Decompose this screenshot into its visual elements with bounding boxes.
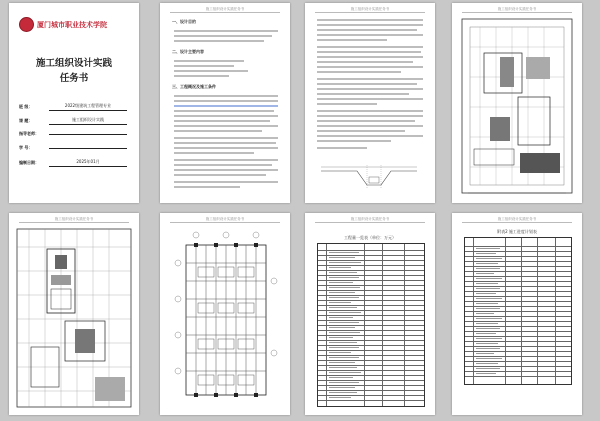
cover-field-date [19,159,127,167]
text-line [174,181,278,183]
text-line [317,135,423,137]
field-value [49,133,127,135]
text-line [317,51,421,53]
cover-field-teacher [19,131,127,137]
cover-title-line1: 施工组织设计实践 [35,58,112,69]
text-line [174,159,278,161]
text-line [174,35,272,37]
text-line [174,100,278,102]
cover-field-student-id [19,145,127,151]
page-7[interactable] [305,213,435,415]
page-header: 施工组织设计实践任务书 [205,217,245,221]
school-logo-row [19,17,107,32]
table-title: 附表2 施工进度计划表 [497,229,537,234]
field-label: 指导老师： [19,131,39,136]
page-header: 施工组织设计实践任务书 [205,7,245,11]
text-line [174,169,278,171]
header-rule [19,222,129,223]
text-line [317,147,367,149]
text-line [317,93,409,95]
text-line [317,66,423,68]
field-label: 学 号： [19,145,33,150]
page-4[interactable] [452,3,582,203]
cover-title-line2: 任务书 [59,73,89,84]
text-line [174,105,278,107]
page-2[interactable] [160,3,290,203]
field-label: 编制日期： [19,160,39,165]
text-line [317,115,423,117]
structural-plan-drawing [170,229,282,409]
text-line [174,186,240,188]
text-line [317,24,423,26]
text-line [317,103,377,105]
text-line [174,60,244,62]
page-3[interactable] [305,3,435,203]
page-8[interactable] [452,213,582,415]
header-rule [315,12,425,13]
text-line [317,110,423,112]
page-header: 施工组织设计实践任务书 [350,7,390,11]
site-section-drawing [319,155,419,195]
text-line [174,40,264,42]
text-line [317,78,423,80]
school-logo-icon [19,17,34,32]
floor-plan-drawing [15,227,133,409]
text-line [174,137,278,139]
header-rule [462,12,572,13]
page-header: 施工组织设计实践任务书 [497,7,537,11]
text-line [174,120,270,122]
header-rule [315,222,425,223]
field-label: 课 题： [19,118,33,123]
text-line [317,39,387,41]
page-header: 施工组织设计实践任务书 [54,217,94,221]
text-line [317,83,417,85]
section-heading-2: 二、设计主要内容 [172,49,204,54]
text-line [317,56,423,58]
text-line [174,75,229,77]
text-line [317,71,401,73]
page-header: 施工组织设计实践任务书 [497,217,537,221]
text-line [174,115,278,117]
text-line [317,120,415,122]
text-line [174,30,278,32]
schedule-table [464,237,572,385]
text-line [317,29,417,31]
text-line [317,46,423,48]
text-line [174,130,262,132]
text-line [174,110,274,112]
text-line [317,98,423,100]
cover-field-class [19,103,127,111]
section-heading-1: 一、设计目的 [172,19,196,24]
school-name: 厦门城市职业技术学院 [37,19,107,29]
cover-field-topic [19,117,127,125]
field-value: 2025年01月 [49,159,127,167]
text-line [317,34,423,36]
page-header: 施工组织设计实践任务书 [350,217,390,221]
text-line [174,70,248,72]
page-cover[interactable] [9,3,139,203]
text-line [174,164,272,166]
text-line [317,61,413,63]
text-line [174,65,234,67]
text-line [317,88,423,90]
text-line [174,147,278,149]
page-5[interactable] [9,213,139,415]
text-line [174,142,276,144]
table-title: 工程量一览表（单位：万元） [344,235,396,240]
text-line [317,130,405,132]
text-line [317,125,423,127]
text-line [317,19,423,21]
header-rule [170,222,280,223]
text-line [174,152,254,154]
section-heading-3: 三、工程概况及施工条件 [172,84,216,89]
field-value [49,147,127,149]
field-value: 2022级建筑工程管理专业 [49,103,127,111]
text-line [174,125,278,127]
site-plan-drawing [460,17,574,197]
page-6[interactable] [160,213,290,415]
header-rule [170,12,280,13]
header-rule [462,222,572,223]
text-line [174,95,278,97]
text-line [174,174,266,176]
quantity-table [317,243,425,407]
text-line [317,140,391,142]
field-value: 施工组织设计实践 [49,117,127,125]
field-label: 班 级： [19,104,33,109]
